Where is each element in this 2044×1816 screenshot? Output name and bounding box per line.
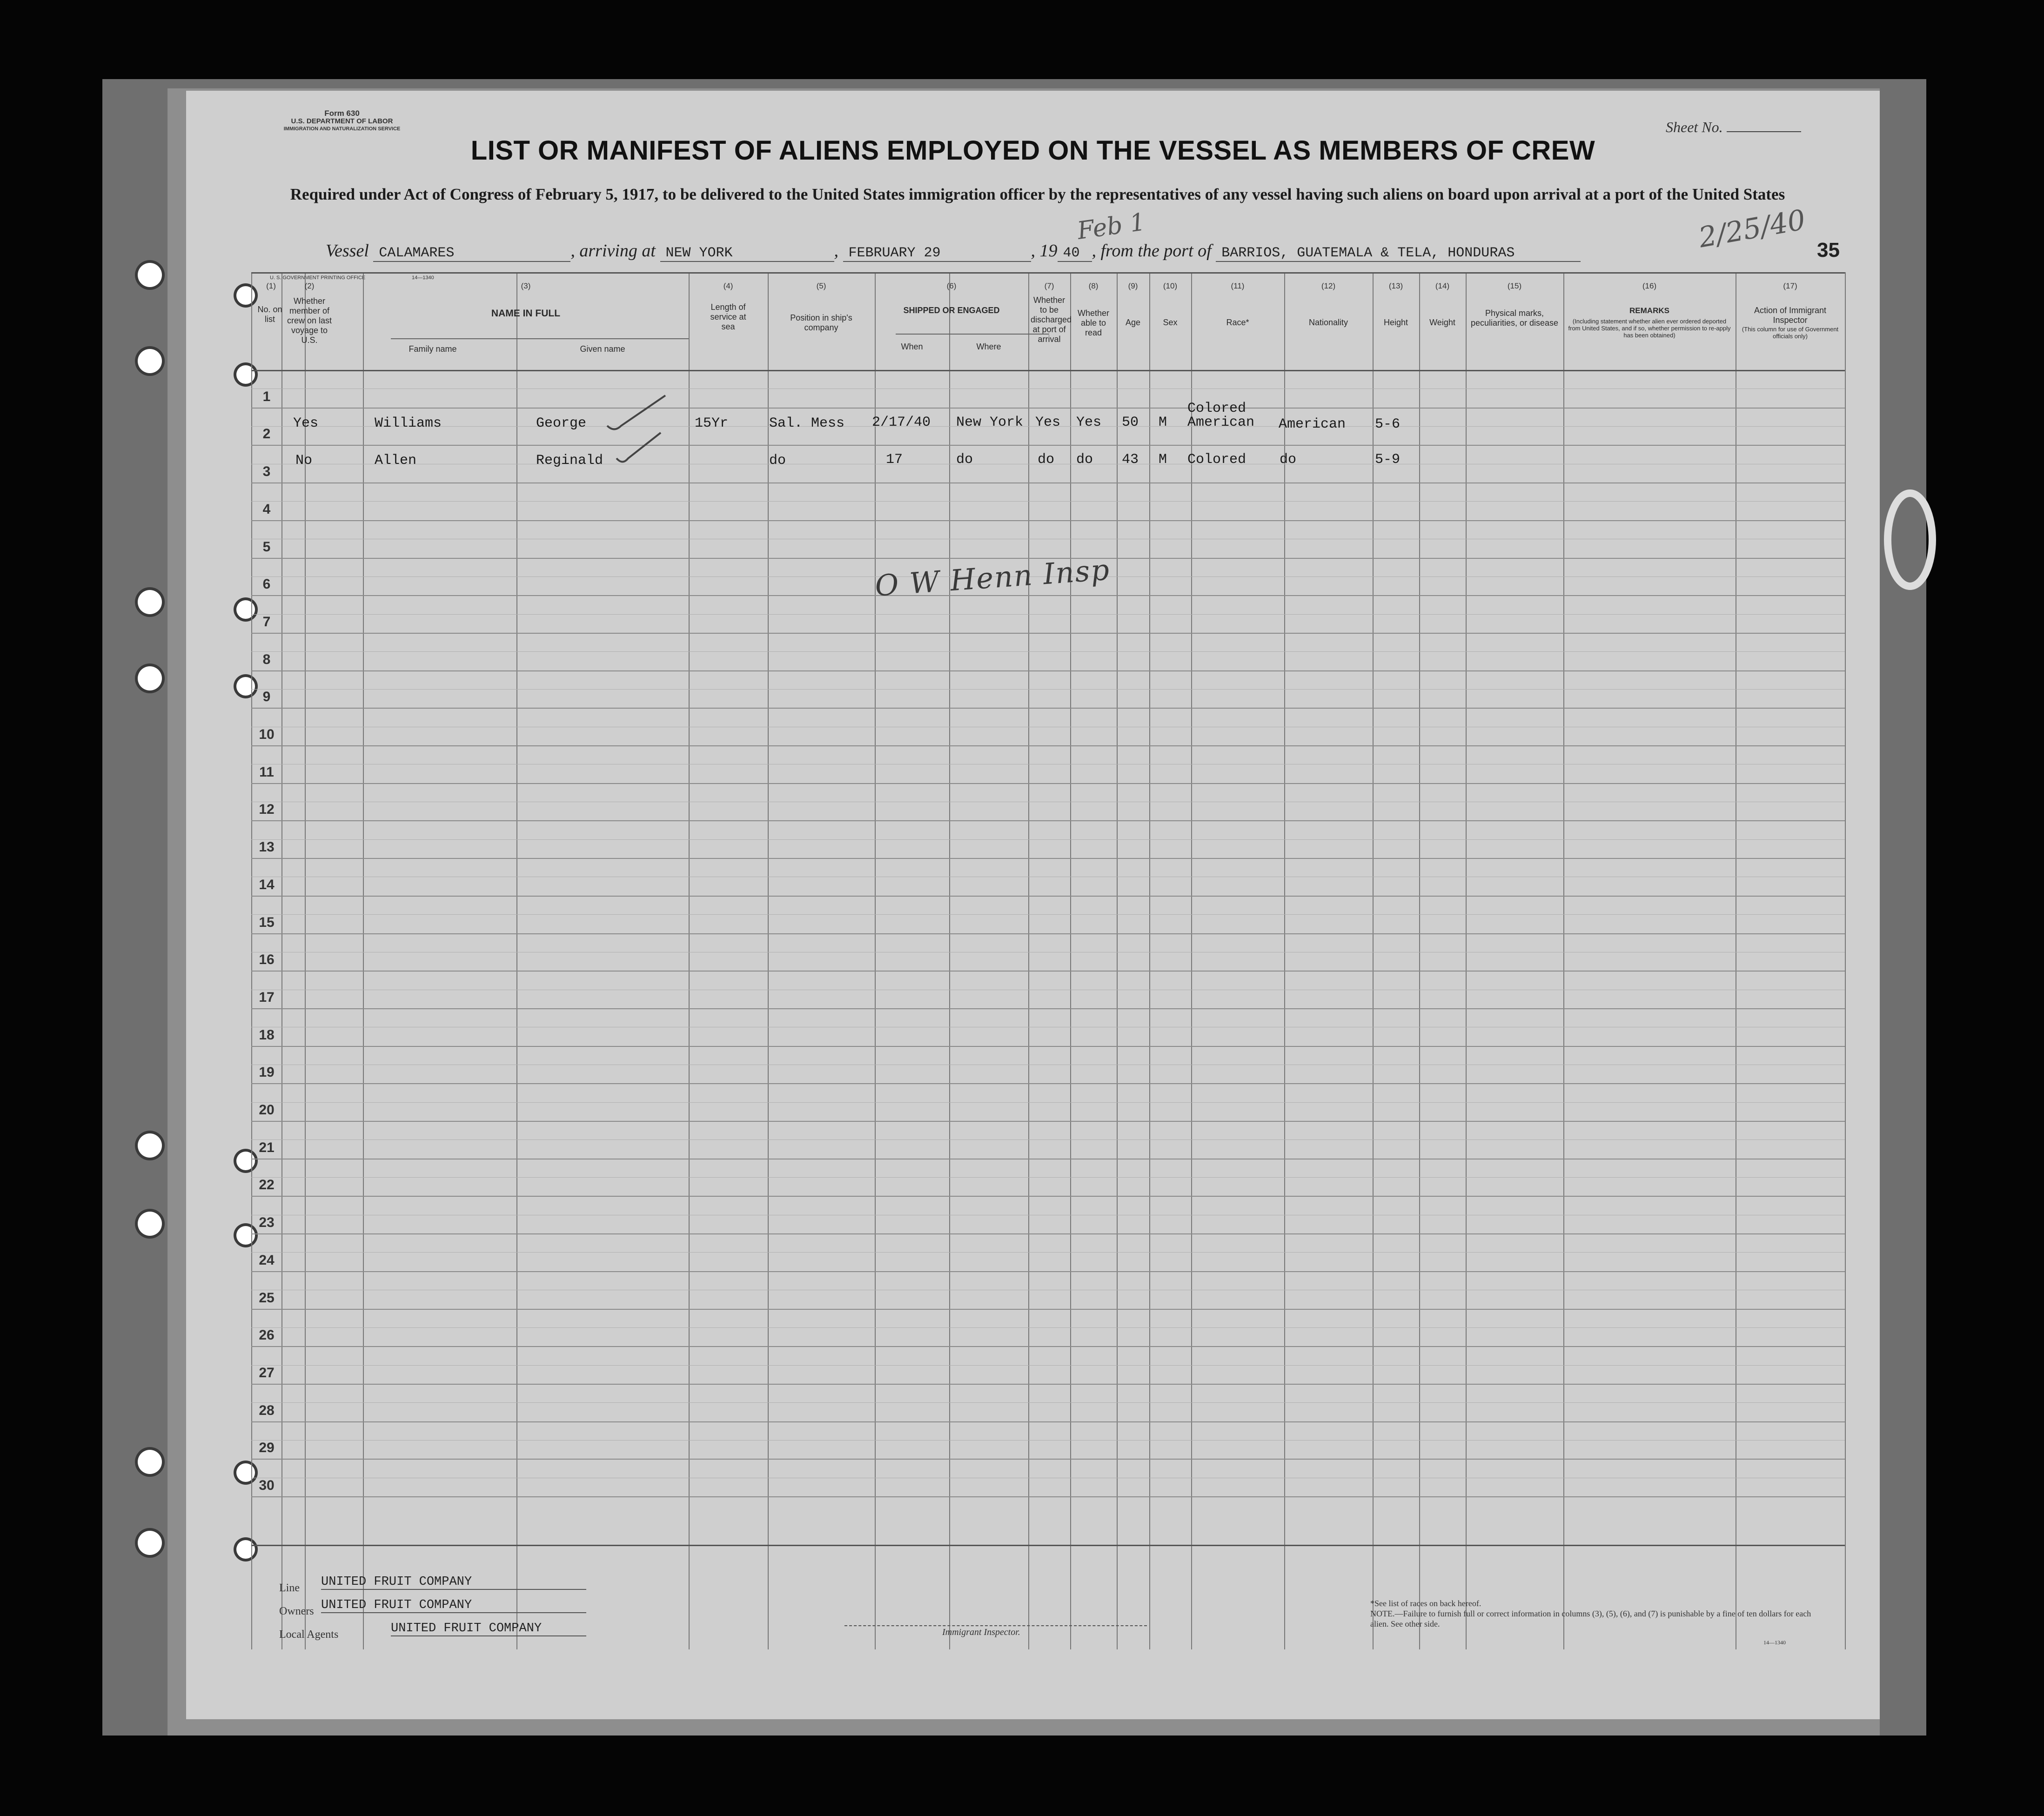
row-rule [251, 896, 1845, 897]
cell-last-voyage: Yes [293, 415, 319, 431]
grid-bottom-rule [251, 1545, 1845, 1546]
row-number: 4 [262, 502, 271, 517]
column-rule [363, 272, 364, 1649]
row-half-rule [251, 1139, 1845, 1140]
col-header-name-in-full: NAME IN FULL [491, 308, 561, 319]
row-number: 21 [259, 1140, 275, 1155]
header-bottom-rule [251, 370, 1845, 371]
row-number: 7 [262, 614, 271, 630]
column-rule [1149, 272, 1150, 1649]
col-number-12: (12) [1321, 281, 1336, 290]
line-label: Line [279, 1582, 300, 1594]
row-rule [251, 1083, 1845, 1084]
row-half-rule [251, 1177, 1845, 1178]
inspector-signature: O W Henn Insp [874, 552, 1112, 603]
col-number-6: (6) [946, 281, 957, 290]
col-header-inspector-note: (This column for use of Government officials only) [1742, 326, 1839, 340]
cell-family-name: Allen [375, 453, 417, 469]
grid-top-rule [251, 272, 1845, 274]
punch-hole [236, 365, 255, 384]
column-rule [689, 272, 690, 1649]
row-rule [251, 708, 1845, 709]
punch-hole [138, 263, 162, 287]
row-number: 25 [259, 1290, 275, 1306]
arrival-port: NEW YORK [660, 245, 834, 262]
row-rule [251, 1121, 1845, 1122]
service-name: IMMIGRATION AND NATURALIZATION SERVICE [283, 126, 401, 132]
races-note: *See list of races on back hereof. [1370, 1599, 1481, 1608]
row-number: 18 [259, 1027, 275, 1043]
col-header-race: Race* [1226, 318, 1249, 327]
cell-age: 50 [1122, 415, 1139, 430]
row-number: 16 [259, 952, 275, 967]
row-number: 15 [259, 915, 275, 930]
printing-office: U. S. GOVERNMENT PRINTING OFFICE [270, 275, 366, 281]
column-rule [1070, 272, 1071, 1649]
column-rule [1373, 272, 1374, 1649]
col-header-height: Height [1383, 318, 1408, 327]
col-header-given-name: Given name [580, 344, 625, 354]
row-rule [251, 1496, 1845, 1497]
owners-value: UNITED FRUIT COMPANY [321, 1598, 586, 1613]
row-half-rule [251, 1402, 1845, 1403]
row-half-rule [251, 614, 1845, 615]
row-number: 3 [262, 464, 271, 479]
col-header-length-of-service: Length of service at sea [710, 302, 746, 331]
row-half-rule [251, 501, 1845, 502]
cell-nationality: American [1279, 416, 1346, 432]
col-header-family-name: Family name [409, 344, 457, 354]
row-number: 10 [259, 727, 275, 742]
cell-discharged: do [1038, 452, 1055, 468]
vessel-name: CALAMARES [373, 245, 570, 262]
col-header-sex: Sex [1163, 318, 1178, 327]
inspector-signature-line [844, 1625, 1147, 1626]
cell-age: 43 [1122, 452, 1139, 468]
row-number: 30 [259, 1478, 275, 1493]
col-header-inspector-action: Action of Immigrant Inspector [1754, 306, 1827, 325]
background-mark [1880, 484, 1940, 596]
punch-hole [138, 666, 162, 690]
form-identifier [263, 109, 421, 133]
col-number-4: (4) [723, 281, 733, 290]
arrival-year: 40 [1058, 245, 1092, 262]
punch-hole [138, 349, 162, 373]
column-rule [1028, 272, 1029, 1649]
voyage-line: Vessel CALAMARES , arriving at NEW YORK , FEBRUARY 29 , 19 40 , from the port of BARRIOS, GUATEMALA & TELA, HONDURAS [326, 241, 1768, 262]
check-mark [605, 393, 670, 435]
col-number-7: (7) [1044, 281, 1054, 290]
cell-able-to-read: Yes [1076, 415, 1102, 430]
row-rule [251, 482, 1845, 483]
arrival-date: FEBRUARY 29 [843, 245, 1031, 262]
column-rule [516, 272, 517, 1649]
punch-hole [236, 1540, 255, 1559]
col-number-2: (2) [304, 281, 315, 290]
port-label: from the port of [1100, 241, 1212, 261]
row-half-rule [251, 1440, 1845, 1441]
row-rule [251, 1459, 1845, 1460]
row-rule [251, 1196, 1845, 1197]
row-number: 12 [259, 802, 275, 817]
row-number: 26 [259, 1327, 275, 1343]
inspector-label: Immigrant Inspector. [942, 1627, 1020, 1637]
cell-given-name: George [536, 415, 587, 431]
form-number: Form 630 [324, 109, 360, 118]
cell-last-voyage: No [295, 453, 313, 469]
row-half-rule [251, 1327, 1845, 1328]
row-number: 9 [262, 689, 271, 704]
row-number: 14 [259, 877, 275, 892]
row-rule [251, 933, 1845, 934]
penalty-note: NOTE.—Failure to furnish full or correct information in columns (3), (5), (6), and (7) is punishable by a fine of ten dollars for each alien. See other side. [1370, 1609, 1811, 1628]
col-number-13: (13) [1388, 281, 1403, 290]
row-half-rule [251, 914, 1845, 915]
punch-hole [138, 1450, 162, 1474]
handwritten-date-correction: Feb 1 [1075, 208, 1147, 245]
agents-value: UNITED FRUIT COMPANY [391, 1622, 586, 1636]
cell-shipped-where: do [956, 452, 973, 468]
cell-shipped-when: 2/17/40 [872, 415, 931, 430]
column-rule [1466, 272, 1467, 1649]
punch-hole [138, 590, 162, 614]
row-number: 6 [262, 576, 271, 592]
col-number-16: (16) [1642, 281, 1657, 290]
row-number: 27 [259, 1365, 275, 1380]
col-number-8: (8) [1088, 281, 1099, 290]
row-number: 20 [259, 1102, 275, 1118]
cell-given-name: Reginald [536, 453, 603, 469]
row-half-rule [251, 1102, 1845, 1103]
col-header-discharged: Whether to be discharged at port of arrival [1031, 295, 1072, 344]
row-rule [251, 971, 1845, 972]
cell-nationality: do [1280, 452, 1297, 468]
punch-hole [138, 1531, 162, 1555]
column-rule [768, 272, 769, 1649]
row-number: 28 [259, 1403, 275, 1418]
column-rule [305, 272, 306, 1649]
punch-hole [236, 286, 255, 305]
row-rule [251, 633, 1845, 634]
name-subheader-rule [391, 338, 689, 339]
col-header-shipped-when: When [901, 342, 923, 351]
row-rule [251, 1271, 1845, 1272]
shipped-subheader-rule [896, 334, 1049, 335]
row-rule [251, 520, 1845, 521]
col-header-weight: Weight [1429, 318, 1455, 327]
manifest-sheet [186, 91, 1880, 1719]
row-number: 1 [262, 389, 271, 404]
departure-port: BARRIOS, GUATEMALA & TELA, HONDURAS [1216, 245, 1581, 262]
col-header-position: Position in ship's company [790, 313, 852, 332]
cell-position: do [769, 453, 786, 469]
check-mark [614, 430, 665, 468]
row-number: 8 [262, 652, 271, 667]
row-number: 2 [262, 426, 271, 442]
col-number-17: (17) [1783, 281, 1797, 290]
row-rule [251, 745, 1845, 746]
row-rule [251, 858, 1845, 859]
row-half-rule [251, 651, 1845, 652]
row-number: 19 [259, 1065, 275, 1080]
row-number: 29 [259, 1440, 275, 1455]
col-header-last-voyage: Whether member of crew on last voyage to U.S. [287, 296, 332, 345]
cell-height: 5-9 [1375, 452, 1401, 468]
col-number-11: (11) [1231, 281, 1245, 290]
col-header-shipped-where: Where [976, 342, 1001, 351]
row-rule [251, 783, 1845, 784]
footer-form-code: 14—1340 [1763, 1639, 1786, 1646]
column-rule [949, 272, 950, 1649]
cell-sex: M [1159, 415, 1167, 430]
arriving-label: arriving at [579, 241, 656, 261]
column-rule [875, 272, 876, 1649]
col-number-1: (1) [266, 281, 276, 290]
row-rule [251, 670, 1845, 671]
cell-race: Colored American [1187, 401, 1255, 430]
col-header-able-to-read: Whether able to read [1077, 308, 1110, 337]
row-rule [251, 820, 1845, 821]
col-number-15: (15) [1507, 281, 1522, 290]
cell-height: 5-6 [1375, 416, 1401, 432]
row-number: 24 [259, 1253, 275, 1268]
row-rule [251, 408, 1845, 409]
row-rule [251, 1233, 1845, 1234]
document-subtitle: Required under Act of Congress of February 5, 1917, to be delivered to the United States immigration officer by the representatives of any vessel having such aliens on board upon arrival at a port of the United States [290, 185, 1785, 203]
row-number: 17 [259, 990, 275, 1005]
col-header-remarks: REMARKS [1629, 306, 1669, 315]
row-rule [251, 1046, 1845, 1047]
row-half-rule [251, 689, 1845, 690]
sheet-no-label: Sheet No. [1666, 119, 1723, 135]
row-number: 5 [262, 539, 271, 555]
department-name: U.S. DEPARTMENT OF LABOR [291, 117, 393, 125]
col-header-age: Age [1125, 318, 1141, 327]
row-rule [251, 1421, 1845, 1422]
row-rule [251, 445, 1845, 446]
row-rule [251, 1309, 1845, 1310]
agents-label: Local Agents [279, 1628, 339, 1641]
row-number: 22 [259, 1177, 275, 1193]
column-rule [1284, 272, 1285, 1649]
col-header-shipped-or-engaged: SHIPPED OR ENGAGED [903, 306, 1000, 315]
owners-label: Owners [279, 1605, 314, 1617]
handwritten-date-stamp: 2/25/40 [1696, 203, 1808, 255]
cell-position: Sal. Mess [769, 415, 845, 431]
row-half-rule [251, 839, 1845, 840]
col-header-remarks-note: (Including statement whether alien ever ordered deported from United States, and if so, whether permission to re-apply has been obtained) [1568, 318, 1731, 339]
printing-code: 14—1340 [412, 275, 434, 281]
line-value: UNITED FRUIT COMPANY [321, 1575, 586, 1590]
col-number-14: (14) [1435, 281, 1450, 290]
row-rule [251, 1346, 1845, 1347]
column-rule [1117, 272, 1118, 1649]
sheet-no-field [1666, 119, 1801, 136]
col-number-9: (9) [1128, 281, 1138, 290]
col-header-physical-marks: Physical marks, peculiarities, or disease [1470, 308, 1559, 328]
cell-service: 15Yr [695, 415, 729, 431]
column-rule [1419, 272, 1420, 1649]
sheet-number: 35 [1817, 239, 1840, 261]
col-number-5: (5) [816, 281, 826, 290]
vessel-label: Vessel [326, 241, 369, 261]
footer-note [1370, 1598, 1812, 1629]
cell-sex: M [1159, 452, 1167, 468]
punch-hole [138, 1212, 162, 1236]
row-number: 13 [259, 839, 275, 855]
sheet-no-blank [1727, 131, 1801, 132]
col-header-no-on-list: No. on list [257, 305, 282, 324]
cell-family-name: Williams [375, 415, 442, 431]
row-rule [251, 595, 1845, 596]
document-title: LIST OR MANIFEST OF ALIENS EMPLOYED ON THE VESSEL AS MEMBERS OF CREW [470, 135, 1595, 166]
column-rule [1845, 272, 1846, 1649]
row-half-rule [251, 1365, 1845, 1366]
cell-race: Colored [1187, 452, 1247, 468]
row-number: 23 [259, 1215, 275, 1230]
column-rule [1563, 272, 1564, 1649]
row-half-rule [251, 1252, 1845, 1253]
col-number-10: (10) [1163, 281, 1178, 290]
row-rule [251, 1008, 1845, 1009]
row-rule [251, 1384, 1845, 1385]
cell-shipped-when: 17 [886, 452, 903, 468]
row-number: 11 [259, 764, 274, 780]
punch-hole [138, 1133, 162, 1158]
cell-discharged: Yes [1035, 415, 1061, 430]
column-rule [1191, 272, 1192, 1649]
col-header-nationality: Nationality [1308, 318, 1348, 327]
year-prefix: 19 [1039, 241, 1058, 261]
cell-able-to-read: do [1076, 452, 1093, 468]
cell-shipped-where: New York [956, 415, 1024, 430]
col-number-3: (3) [521, 281, 531, 290]
